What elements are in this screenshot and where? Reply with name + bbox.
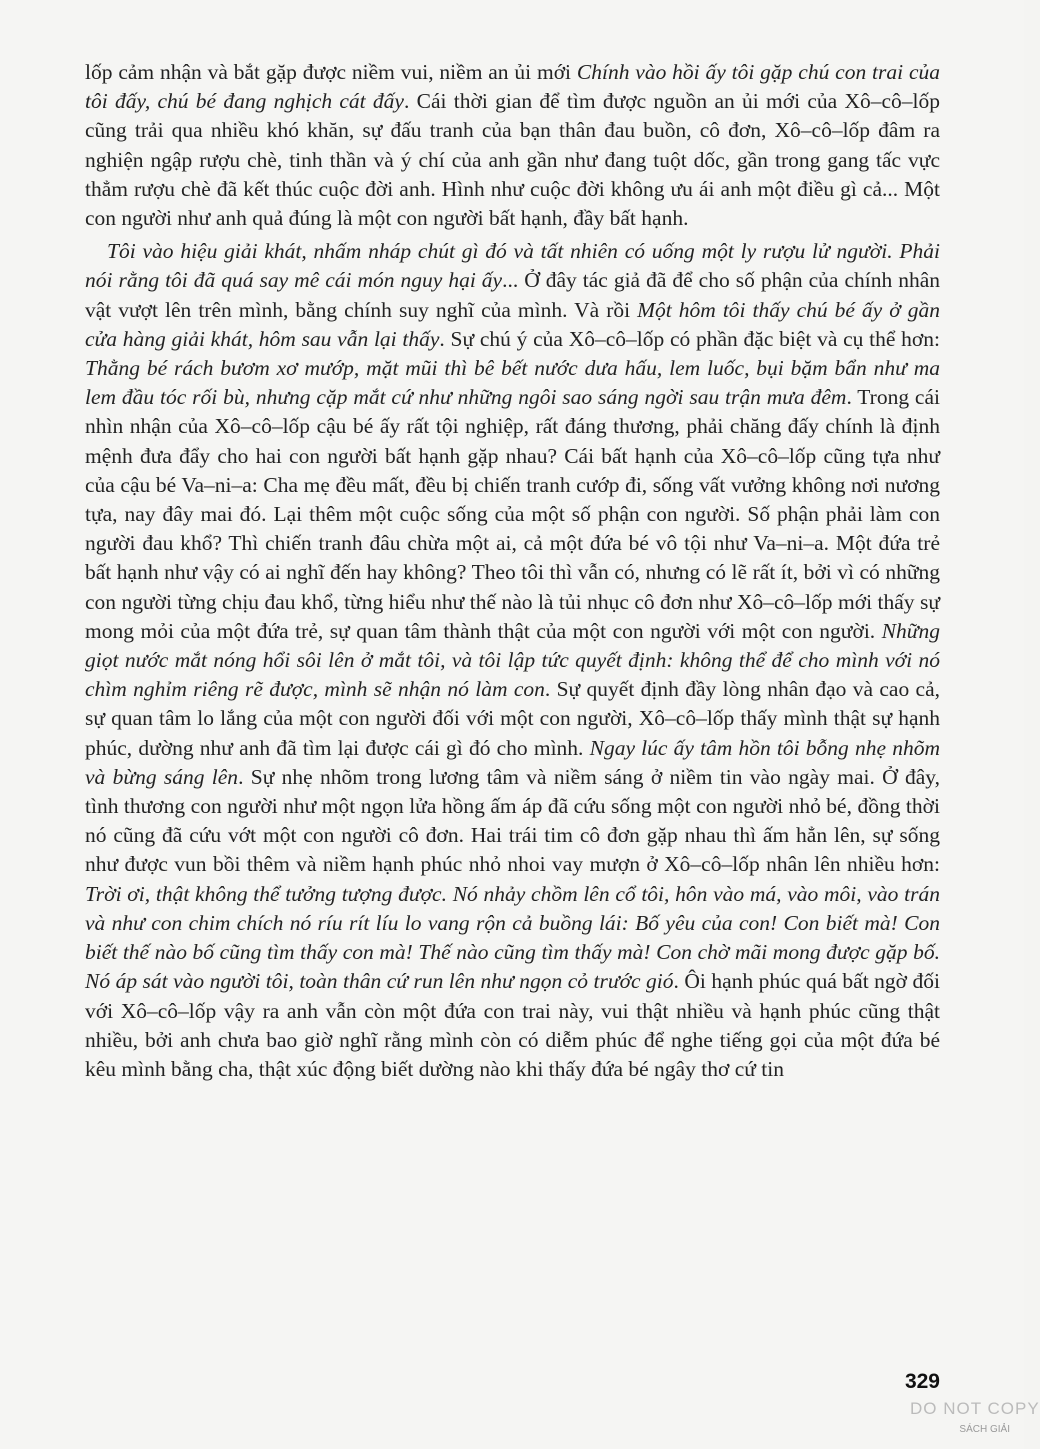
italic-quote: Chính vào hồi ấy tôi gặp chú con trai của tôi đấy, chú bé đang nghịch cát đấy [85, 60, 941, 114]
text-run: . Sự quyết định đầy lòng nhân đạo và cao cả, sự quan tâm lo lắng của một con người đối với một con người, Xô–cô–lốp thấy mình thật sự hạnh phúc, dường như anh đã tìm lại được cái gì đó cho mình. [85, 677, 941, 760]
watermark-top-text: DO NOT COPY [910, 1399, 1040, 1418]
body-text [85, 58, 940, 1084]
text-run: . Sự chú ý của Xô–cô–lốp có phần đặc biệt và cụ thể hơn: [439, 326, 940, 351]
page-number: 329 [904, 1370, 940, 1393]
text-run: . Sự nhẹ nhõm trong lương tâm và niềm sáng ở niềm tin vào ngày mai. Ở đây, tình thương con người như một ngọn lửa hồng ấm áp đã cứu sống một con người nhỏ bé, đồng thời nó cũng đã cứu vớt một con người cô đơn. Hai trái tim cô đơn gặp nhau thì ấm hẳn lên, sự sống như được vun bồi thêm và niềm hạnh phúc nhỏ nhoi vay mượn ở Xô–cô–lốp nhân lên nhiều hơn: [85, 764, 941, 877]
text-run: . Trong cái nhìn nhận của Xô–cô–lốp cậu bé ấy rất tội nghiệp, rất đáng thương, phải chăng đấy chính là định mệnh đưa đẩy cho hai con người bất hạnh gặp nhau? Cái bất hạnh của Xô–cô–lốp cũng tựa như của cậu bé Va–ni–a: Cha mẹ đều mất, đều bị chiến tranh cướp đi, sống vất vưởng không nơi nương tựa, nay đây mai đó. Lại thêm một cuộc sống của một số phận con người. Số phận phải làm con người đau khổ? Thì chiến tranh đâu chừa một ai, cả một đứa bé vô tội như Va–ni–a. Một đứa trẻ bất hạnh như vậy có ai nghĩ đến hay không? Theo tôi thì vẫn có, nhưng có lẽ rất ít, bởi vì có những con người từng chịu đau khổ, từng hiểu như thế nào là tủi nhục cô đơn như Xô–cô–lốp mới thấy sự mong mỏi của một đứa trẻ, sự quan tâm thành thật của một con người với một con người. [85, 385, 940, 643]
text-run: . Cái thời gian để tìm được nguồn an ủi mới của Xô–cô–lốp cũng trải qua nhiều khó khăn, sự đấu tranh của bạn thân đau buồn, cô đơn, Xô–cô–lốp đâm ra nghiện ngập rượu chè, tinh thần và ý chí của anh gần như đang tuột dốc, gần trong gang tấc vực thẳm rượu chè đã kết thúc cuộc đời anh. Hình như cuộc đời không ưu ái anh một điều gì cả... Một con người như anh quả đúng là một con người bất hạnh, đầy bất hạnh. [85, 89, 940, 231]
italic-quote: Trời ơi, thật không thể tưởng tượng được. Nó nhảy chồm lên cổ tôi, hôn vào má, vào môi, vào trán và như con chim chích nó ríu rít líu lo vang rộn cả buồng lái: Bố yêu của con! Con biết mà! Con biết thế nào bố cũng tìm thấy con mà! Thế nào cũng tìm thấy mà! Con chờ mãi mong được gặp bố. Nó áp sát vào người tôi, toàn thân cứ run lên như ngọn cỏ trước gió [85, 881, 940, 994]
italic-quote: Một hôm tôi thấy chú bé ấy ở gần cửa hàng giải khát, hôm sau vẫn lại thấy [85, 297, 940, 351]
italic-quote: Ngay lúc ấy tâm hồn tôi bỗng nhẹ nhõm và bừng sáng lên [85, 735, 940, 789]
paragraph-1 [85, 58, 940, 233]
text-run: lốp cảm nhận và bắt gặp được niềm vui, niềm an ủi mới [85, 60, 577, 84]
watermark-logo [910, 1399, 1040, 1441]
italic-quote: Thằng bé rách bươm xơ mướp, mặt mũi thì bê bết nước dưa hấu, lem luốc, bụi bặm bẩn như ma lem đầu tóc rối bù, nhưng cặp mắt cứ như những ngôi sao sáng ngời sau trận mưa đêm [85, 356, 940, 410]
paragraph-2 [85, 237, 940, 1084]
italic-quote: Những giọt nước mắt nóng hổi sôi lên ở mắt tôi, và tôi lập tức quyết định: không thể để cho mình với nó chìm nghỉm riêng rẽ được, mình sẽ nhận nó làm con [85, 618, 940, 702]
text-run: . Ôi hạnh phúc quá bất ngờ đối với Xô–cô–lốp vậy ra anh vẫn còn một đứa con trai này, vui thật nhiều và hạnh phúc cũng thật nhiều, bởi anh chưa bao giờ nghĩ rằng mình còn có diễm phúc để nghe tiếng gọi của một đứa bé kêu mình bằng cha, thật xúc động biết dường nào khi thấy đứa bé ngây thơ cứ tin [85, 969, 940, 1081]
italic-quote: Tôi vào hiệu giải khát, nhấm nháp chút gì đó và tất nhiên có uống một ly rượu lử người. Phải nói rằng tôi đã quá say mê cái món nguy hại ấy [85, 239, 940, 293]
text-run: ... Ở đây tác giả đã để cho số phận của chính nhân vật vượt lên trên mình, bằng chính suy nghĩ của mình. Và rồi [85, 268, 941, 322]
watermark-bottom-text: SÁCH GIẢI [959, 1424, 1010, 1435]
